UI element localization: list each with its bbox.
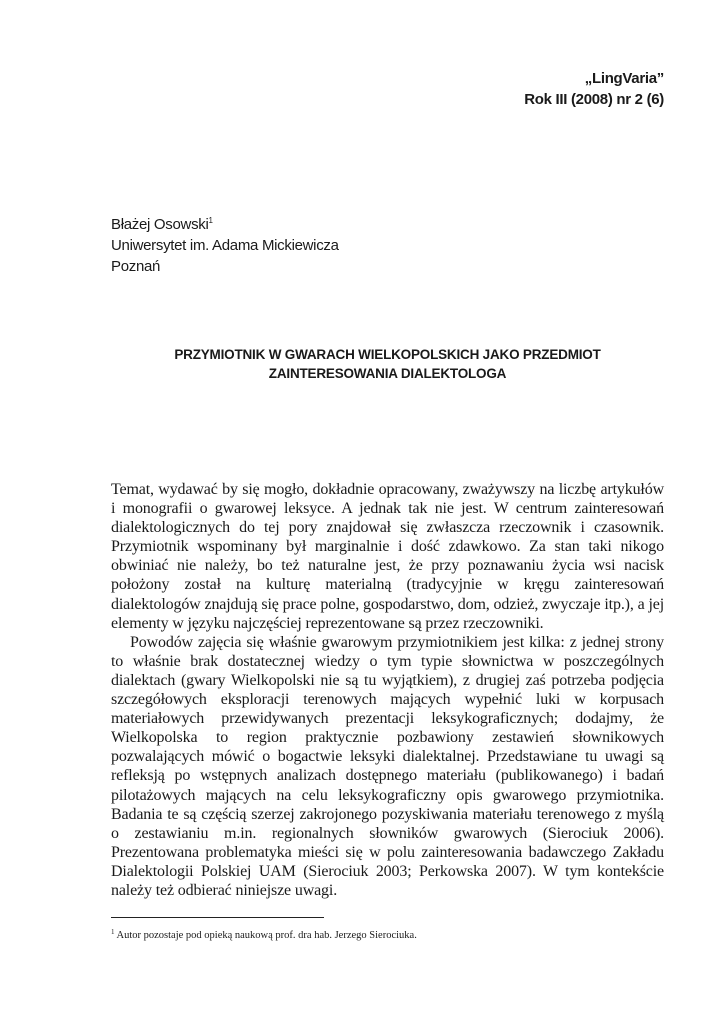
journal-name: „LingVaria” [584,70,664,87]
journal-issue: Rok III (2008) nr 2 (6) [524,91,664,108]
author-name: Błażej Osowski [111,216,209,233]
author-affiliation: Uniwersytet im. Adama Mickiewicza [111,237,339,254]
journal-header [524,68,664,110]
footnote-reference: 1 [208,216,213,225]
article-title [111,345,664,383]
footnote-mark: 1 [111,928,115,936]
body-paragraph: Temat, wydawać by się mogło, dokładnie opracowany, zważywszy na liczbę artykułów i monografii o gwarowej leksyce. A jednak tak nie jest. W centrum zainteresowań dialektologicznych do tej pory znajdował się zwłaszcza rzeczownik i czasownik. Przymiotnik wspominany był marginalnie i dość zdawkowo. Za stan taki nikogo obwiniać nie należy, bo też naturalne jest, że przy poznawaniu życia wsi nacisk położony został na kulturę materialną (tradycyjnie w kręgu zainteresowań dialektologów znajdują się prace polne, gospodarstwo, dom, odzież, zwyczaje itp.), a jej elementy w języku najczęściej reprezentowane są przez rzeczowniki. [111,481,664,632]
title-line-2: ZAINTERESOWANIA DIALEKTOLOGA [268,366,507,381]
body-paragraph: Powodów zajęcia się właśnie gwarowym przymiotnikiem jest kilka: z jednej strony to właśnie brak dostatecznej wiedzy o tym typie słownictwa w poszczególnych dialektach (gwary Wielkopolski nie są tu wyjątkiem), z drugiej zaś potrzeba podjęcia szczegółowych eksploracji terenowych mających wypełnić luki w korpusach materiałowych przewidywanych prezentacji leksykograficznych; dodajmy, że Wielkopolska to region praktycznie pozbawiony zestawień słownikowych pozwalających mówić o bogactwie leksyki dialektalnej. Przedstawiane tu uwagi są refleksją po wstępnych analizach dostępnego materiału (publikowanego) i badań pilotażowych mających na celu leksykograficzny opis gwarowego przymiotnika. Badania te są częścią szerzej zakrojonego pozyskiwania materiału terenowego z myślą o zestawianiu m.in. regionalnych słowników gwarowych (Sierociuk 2006). Prezentowana problematyka mieści się w polu zainteresowania badawczego Zakładu Dialektologii Polskiej UAM (Sierociuk 2003; Perkowska 2007). W tym kontekście należy też odbierać niniejsze uwagi. [111,633,664,899]
author-line [111,210,339,235]
author-city: Poznań [111,258,161,275]
article-body [111,480,664,900]
footnote-divider [111,917,324,918]
footnote-text: Autor pozostaje pod opieką naukową prof. dra hab. Jerzego Sierociuka. [116,930,417,941]
title-line-1: PRZYMIOTNIK W GWARACH WIELKOPOLSKICH JAKO PRZEDMIOT [174,347,601,362]
author-block [111,210,339,277]
footnote [111,928,417,941]
